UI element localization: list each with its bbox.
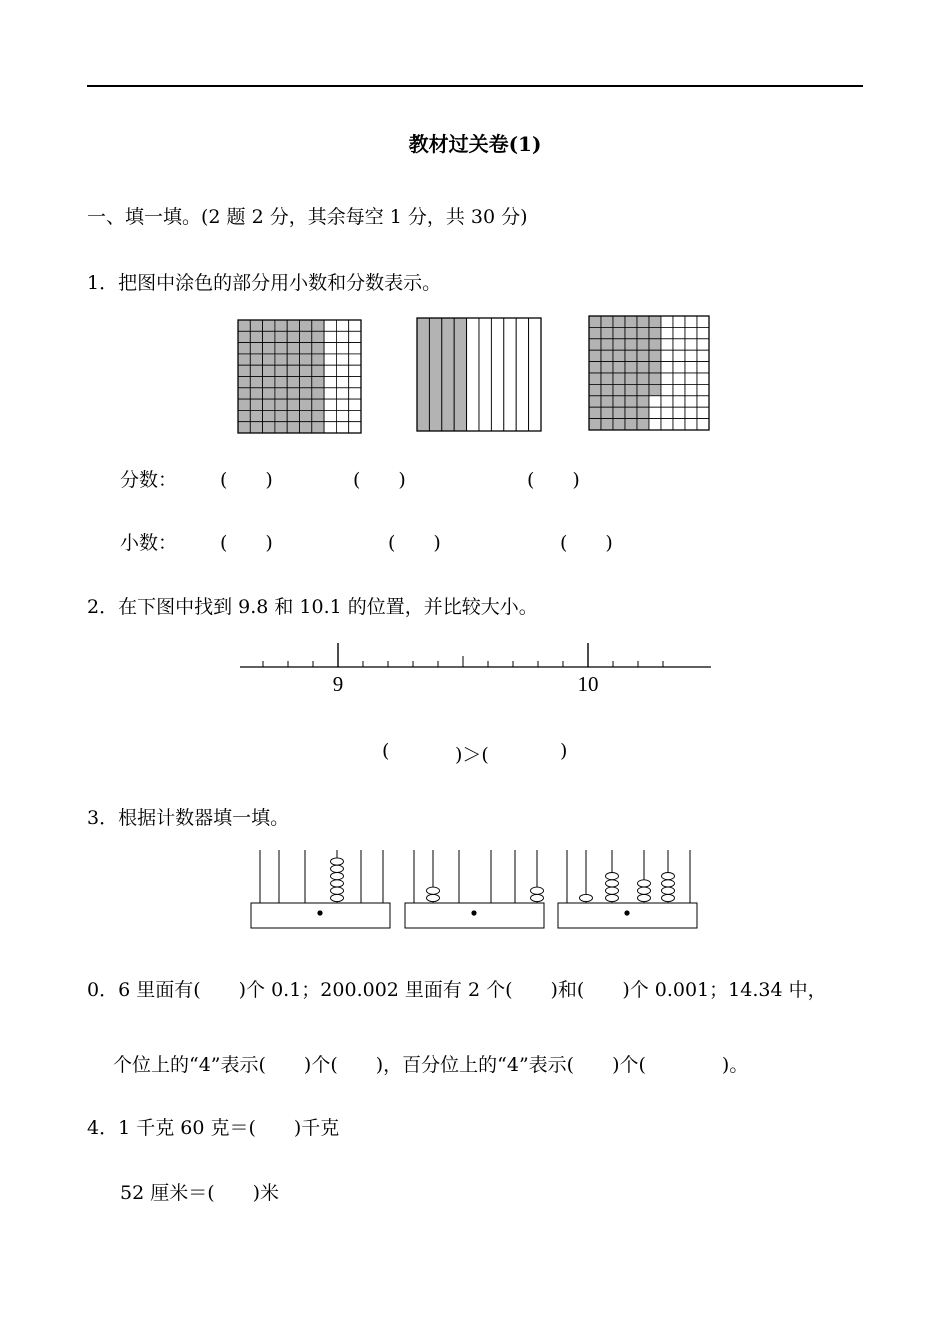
shaded-cell xyxy=(625,384,637,395)
shaded-cell xyxy=(300,388,312,399)
shaded-cell xyxy=(275,388,287,399)
grid-cell xyxy=(336,388,348,399)
grid-cell xyxy=(673,373,685,384)
decimal-blank-3[interactable]: ( ) xyxy=(560,532,613,554)
shaded-cell xyxy=(238,377,250,388)
strip xyxy=(516,318,528,431)
abacus-3 xyxy=(557,850,699,930)
shaded-cell xyxy=(263,320,275,331)
grid-cell xyxy=(661,327,673,338)
decimal-point-dot xyxy=(317,910,322,915)
shaded-strip xyxy=(454,318,466,431)
shaded-cell xyxy=(613,362,625,373)
abacus-bead xyxy=(638,880,651,887)
grid-cell xyxy=(349,410,361,421)
grid-cell xyxy=(697,419,709,430)
shaded-cell xyxy=(263,410,275,421)
shaded-cell xyxy=(589,327,601,338)
grid-cell xyxy=(324,388,336,399)
abacus-bead xyxy=(427,887,440,894)
question-3-text: 3．根据计数器填一填。 xyxy=(87,807,290,829)
decimal-blank-2[interactable]: ( ) xyxy=(388,532,441,554)
abacus-bead xyxy=(580,894,593,901)
shaded-cell xyxy=(613,396,625,407)
grid-cell xyxy=(649,419,661,430)
shaded-cell xyxy=(589,339,601,350)
shaded-cell xyxy=(649,316,661,327)
shaded-cell xyxy=(625,316,637,327)
question-3-line-2: 个位上的“4”表示( )个( )，百分位上的“4”表示( )个( )。 xyxy=(113,1054,749,1076)
shaded-cell xyxy=(300,320,312,331)
shaded-cell xyxy=(601,396,613,407)
shaded-cell xyxy=(637,407,649,418)
shaded-cell xyxy=(300,377,312,388)
shaded-cell xyxy=(613,384,625,395)
shaded-cell xyxy=(601,362,613,373)
shaded-cell xyxy=(637,373,649,384)
grid-cell xyxy=(349,422,361,433)
shaded-cell xyxy=(238,399,250,410)
grid-cell xyxy=(697,362,709,373)
grid-cell xyxy=(673,350,685,361)
shaded-cell xyxy=(287,354,299,365)
grid-cell xyxy=(685,316,697,327)
grid-cell xyxy=(336,320,348,331)
shaded-cell xyxy=(300,365,312,376)
abacus-bead xyxy=(606,887,619,894)
grid-cell xyxy=(685,350,697,361)
strip xyxy=(504,318,516,431)
shaded-cell xyxy=(287,320,299,331)
shaded-cell xyxy=(613,419,625,430)
grid-cell xyxy=(697,350,709,361)
grid-cell xyxy=(697,339,709,350)
grid-cell xyxy=(324,410,336,421)
shaded-cell xyxy=(625,327,637,338)
shaded-cell xyxy=(637,419,649,430)
abacus-bead xyxy=(606,880,619,887)
abacus-bead xyxy=(331,873,344,880)
shaded-cell xyxy=(625,396,637,407)
strip-figure-2 xyxy=(417,318,542,432)
shaded-cell xyxy=(625,350,637,361)
shaded-cell xyxy=(287,377,299,388)
grid-cell xyxy=(349,399,361,410)
shaded-cell xyxy=(589,362,601,373)
shaded-cell xyxy=(613,350,625,361)
grid-cell xyxy=(685,373,697,384)
shaded-cell xyxy=(275,331,287,342)
shaded-cell xyxy=(300,399,312,410)
shaded-cell xyxy=(287,343,299,354)
shaded-cell xyxy=(250,354,262,365)
shaded-cell xyxy=(250,399,262,410)
decimal-label: 小数： xyxy=(120,532,178,554)
shaded-cell xyxy=(300,331,312,342)
grid-cell xyxy=(324,365,336,376)
grid-cell xyxy=(697,407,709,418)
grid-cell xyxy=(697,373,709,384)
shaded-cell xyxy=(589,350,601,361)
shaded-cell xyxy=(613,316,625,327)
grid-cell xyxy=(349,365,361,376)
grid-cell xyxy=(324,377,336,388)
shaded-cell xyxy=(275,377,287,388)
shaded-cell xyxy=(312,377,324,388)
grid-cell xyxy=(673,384,685,395)
top-rule xyxy=(87,85,863,87)
shaded-cell xyxy=(238,343,250,354)
grid-cell xyxy=(336,331,348,342)
section-heading: 一、填一填。(2 题 2 分，其余每空 1 分，共 30 分) xyxy=(87,206,528,228)
shaded-cell xyxy=(613,407,625,418)
shaded-cell xyxy=(238,354,250,365)
shaded-cell xyxy=(649,362,661,373)
grid-cell xyxy=(697,396,709,407)
shaded-cell xyxy=(300,354,312,365)
abacus-bead xyxy=(331,858,344,865)
shaded-cell xyxy=(649,339,661,350)
shaded-cell xyxy=(601,316,613,327)
grid-cell xyxy=(673,327,685,338)
abacus-bead xyxy=(638,894,651,901)
grid-cell xyxy=(349,388,361,399)
shaded-cell xyxy=(300,343,312,354)
grid-cell xyxy=(661,407,673,418)
shaded-cell xyxy=(300,422,312,433)
grid-cell xyxy=(661,316,673,327)
fraction-blank-3[interactable]: ( ) xyxy=(527,469,580,491)
shaded-cell xyxy=(312,343,324,354)
decimal-point-dot xyxy=(624,910,629,915)
shaded-cell xyxy=(250,343,262,354)
grid-figure-1 xyxy=(238,320,362,434)
grid-cell xyxy=(697,327,709,338)
shaded-cell xyxy=(637,327,649,338)
fraction-label: 分数： xyxy=(120,469,178,491)
grid-cell xyxy=(673,396,685,407)
grid-cell xyxy=(685,327,697,338)
strip xyxy=(467,318,479,431)
grid-cell xyxy=(324,399,336,410)
shaded-cell xyxy=(589,407,601,418)
grid-cell xyxy=(324,320,336,331)
shaded-cell xyxy=(625,373,637,384)
grid-cell xyxy=(349,331,361,342)
shaded-cell xyxy=(250,388,262,399)
grid-cell xyxy=(697,316,709,327)
abacus-bead xyxy=(331,894,344,901)
shaded-cell xyxy=(263,365,275,376)
shaded-cell xyxy=(637,350,649,361)
grid-cell xyxy=(336,354,348,365)
question-4-line-1: 4．1 千克 60 克＝( )千克 xyxy=(87,1117,340,1139)
grid-cell xyxy=(661,384,673,395)
abacus-bead xyxy=(331,887,344,894)
numberline-label-10: 10 xyxy=(577,672,599,696)
grid-figure-3 xyxy=(589,316,710,431)
numberline-label-9: 9 xyxy=(332,672,344,696)
grid-cell xyxy=(673,316,685,327)
shaded-cell xyxy=(601,339,613,350)
shaded-cell xyxy=(238,388,250,399)
shaded-cell xyxy=(275,399,287,410)
shaded-cell xyxy=(589,384,601,395)
shaded-cell xyxy=(263,354,275,365)
shaded-cell xyxy=(312,365,324,376)
grid-cell xyxy=(324,422,336,433)
grid-cell xyxy=(685,396,697,407)
abacus-bead xyxy=(427,894,440,901)
shaded-cell xyxy=(250,320,262,331)
grid-cell xyxy=(697,384,709,395)
shaded-cell xyxy=(275,343,287,354)
shaded-cell xyxy=(275,320,287,331)
shaded-cell xyxy=(287,399,299,410)
shaded-strip xyxy=(442,318,454,431)
grid-cell xyxy=(336,422,348,433)
shaded-cell xyxy=(312,399,324,410)
question-1-text: 1．把图中涂色的部分用小数和分数表示。 xyxy=(87,272,442,294)
shaded-cell xyxy=(287,410,299,421)
grid-cell xyxy=(324,331,336,342)
shaded-cell xyxy=(263,377,275,388)
abacus-bead xyxy=(662,873,675,880)
shaded-cell xyxy=(613,327,625,338)
grid-cell xyxy=(336,410,348,421)
fraction-blank-1[interactable]: ( ) xyxy=(220,469,273,491)
shaded-cell xyxy=(250,410,262,421)
abacus-bead xyxy=(531,887,544,894)
shaded-cell xyxy=(589,419,601,430)
shaded-cell xyxy=(263,422,275,433)
shaded-cell xyxy=(649,384,661,395)
grid-cell xyxy=(349,377,361,388)
shaded-cell xyxy=(312,354,324,365)
abacus-1 xyxy=(250,850,392,930)
shaded-cell xyxy=(238,410,250,421)
question-2-text: 2．在下图中找到 9.8 和 10.1 的位置，并比较大小。 xyxy=(87,596,538,618)
grid-cell xyxy=(336,377,348,388)
grid-cell xyxy=(349,354,361,365)
shaded-cell xyxy=(649,373,661,384)
shaded-cell xyxy=(263,331,275,342)
question-3-line-1: 0．6 里面有( )个 0.1；200.002 里面有 2 个( )和( )个 0.001；14.34 中， xyxy=(87,979,827,1001)
compare-middle: )＞( xyxy=(455,744,489,766)
grid-cell xyxy=(661,396,673,407)
shaded-cell xyxy=(601,384,613,395)
shaded-cell xyxy=(263,388,275,399)
grid-cell xyxy=(324,343,336,354)
strip xyxy=(479,318,491,431)
grid-cell xyxy=(673,407,685,418)
shaded-cell xyxy=(637,316,649,327)
abacus-bead xyxy=(606,894,619,901)
shaded-cell xyxy=(601,407,613,418)
shaded-cell xyxy=(263,399,275,410)
shaded-cell xyxy=(601,327,613,338)
abacus-bead xyxy=(662,894,675,901)
shaded-cell xyxy=(238,331,250,342)
shaded-strip xyxy=(429,318,441,431)
grid-cell xyxy=(336,343,348,354)
strip xyxy=(491,318,503,431)
compare-open: ( xyxy=(382,740,390,762)
abacus-bead xyxy=(662,887,675,894)
grid-cell xyxy=(685,419,697,430)
grid-cell xyxy=(661,339,673,350)
shaded-cell xyxy=(649,350,661,361)
shaded-cell xyxy=(312,320,324,331)
shaded-cell xyxy=(601,350,613,361)
shaded-cell xyxy=(589,373,601,384)
shaded-cell xyxy=(250,422,262,433)
shaded-cell xyxy=(275,422,287,433)
shaded-cell xyxy=(625,362,637,373)
decimal-blank-1[interactable]: ( ) xyxy=(220,532,273,554)
grid-cell xyxy=(649,407,661,418)
shaded-cell xyxy=(613,373,625,384)
shaded-cell xyxy=(312,388,324,399)
grid-cell xyxy=(685,384,697,395)
grid-cell xyxy=(349,320,361,331)
shaded-cell xyxy=(625,339,637,350)
shaded-cell xyxy=(275,365,287,376)
shaded-cell xyxy=(312,331,324,342)
shaded-cell xyxy=(263,343,275,354)
decimal-point-dot xyxy=(471,910,476,915)
grid-cell xyxy=(673,339,685,350)
shaded-cell xyxy=(649,327,661,338)
shaded-cell xyxy=(275,410,287,421)
shaded-cell xyxy=(238,422,250,433)
shaded-cell xyxy=(287,331,299,342)
shaded-cell xyxy=(287,388,299,399)
abacus-bead xyxy=(662,880,675,887)
shaded-cell xyxy=(613,339,625,350)
grid-cell xyxy=(661,350,673,361)
fraction-blank-2[interactable]: ( ) xyxy=(353,469,406,491)
shaded-cell xyxy=(275,354,287,365)
grid-cell xyxy=(661,362,673,373)
shaded-cell xyxy=(312,422,324,433)
grid-cell xyxy=(661,419,673,430)
number-line xyxy=(240,640,712,700)
shaded-cell xyxy=(287,365,299,376)
shaded-cell xyxy=(601,419,613,430)
shaded-cell xyxy=(238,365,250,376)
shaded-cell xyxy=(601,373,613,384)
question-4-line-2: 52 厘米＝( )米 xyxy=(120,1182,280,1204)
grid-cell xyxy=(673,419,685,430)
grid-cell xyxy=(673,362,685,373)
shaded-cell xyxy=(637,396,649,407)
shaded-cell xyxy=(250,365,262,376)
abacus-bead xyxy=(331,880,344,887)
abacus-bead xyxy=(606,873,619,880)
shaded-cell xyxy=(287,422,299,433)
abacus-bead xyxy=(331,865,344,872)
grid-cell xyxy=(349,343,361,354)
shaded-cell xyxy=(250,331,262,342)
page-title: 教材过关卷(1) xyxy=(408,132,542,156)
shaded-cell xyxy=(250,377,262,388)
shaded-cell xyxy=(589,396,601,407)
grid-cell xyxy=(661,373,673,384)
shaded-cell xyxy=(637,339,649,350)
shaded-strip xyxy=(417,318,429,431)
shaded-cell xyxy=(589,316,601,327)
grid-cell xyxy=(336,399,348,410)
shaded-cell xyxy=(300,410,312,421)
grid-cell xyxy=(685,362,697,373)
shaded-cell xyxy=(312,410,324,421)
shaded-cell xyxy=(637,384,649,395)
grid-cell xyxy=(649,396,661,407)
shaded-cell xyxy=(238,320,250,331)
shaded-cell xyxy=(625,407,637,418)
grid-cell xyxy=(685,339,697,350)
strip xyxy=(529,318,541,431)
grid-cell xyxy=(685,407,697,418)
abacus-bead xyxy=(638,887,651,894)
shaded-cell xyxy=(625,419,637,430)
abacus-2 xyxy=(404,850,546,930)
compare-close: ) xyxy=(560,740,568,762)
abacus-bead xyxy=(531,894,544,901)
shaded-cell xyxy=(637,362,649,373)
grid-cell xyxy=(324,354,336,365)
grid-cell xyxy=(336,365,348,376)
